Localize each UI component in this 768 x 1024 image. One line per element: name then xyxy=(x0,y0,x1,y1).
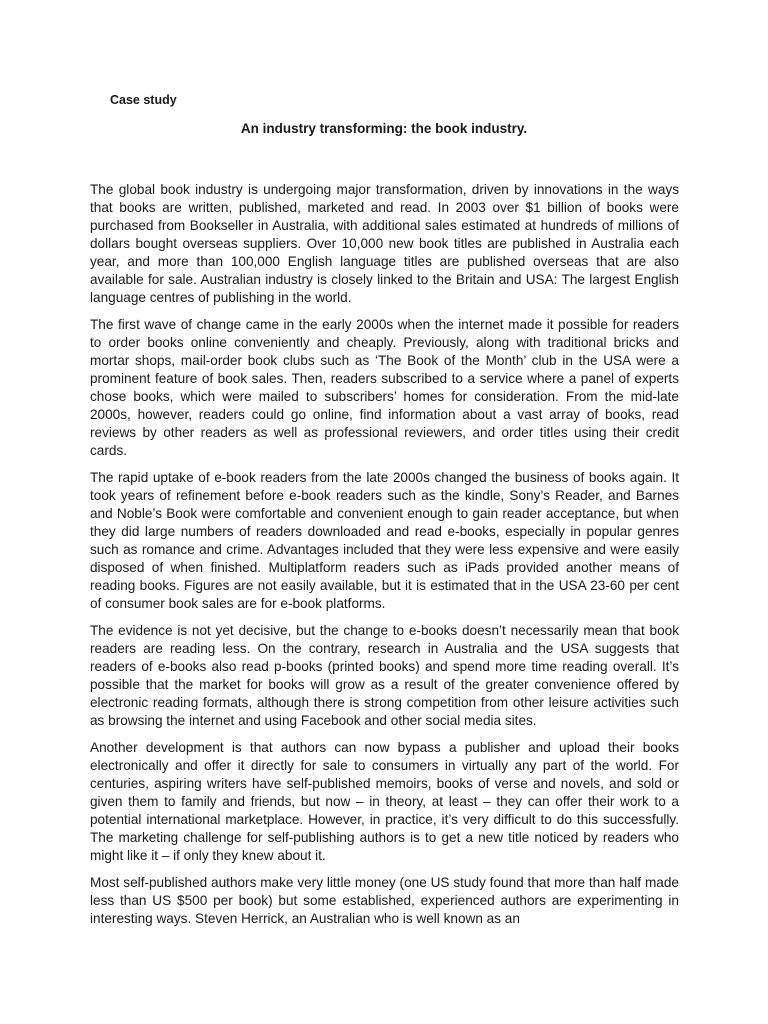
paragraph: The first wave of change came in the early 2000s when the internet made it possible for readers to order books online conveniently and cheaply. Previously, along with traditional bricks and mortar shops, mail-order book clubs such as ‘The Book of the Month’ club in the USA were a prominent feature of book sales. Then, readers subscribed to a service where a panel of experts chose books, which were mailed to subscribers’ homes for consideration. From the mid-late 2000s, however, readers could go online, find information about a vast array of books, read reviews by other readers as well as professional reviewers, and order titles using their credit cards. xyxy=(90,317,679,458)
paragraph: The evidence is not yet decisive, but the change to e-books doesn’t necessarily mean that book readers are reading less. On the contrary, research in Australia and the USA suggests that readers of e-books also read p-books (printed books) and spend more time reading overall. It’s possible that the market for books will grow as a result of the greater convenience offered by electronic reading formats, although there is strong competition from other leisure activities such as browsing the internet and using Facebook and other social media sites. xyxy=(90,623,679,728)
paragraph: The rapid uptake of e-book readers from the late 2000s changed the business of books again. It took years of refinement before e-book readers such as the kindle, Sony’s Reader, and Barnes and Noble’s Book were comfortable and convenient enough to gain reader acceptance, but when they did large numbers of readers downloaded and read e-books, especially in popular genres such as romance and crime. Advantages included that they were less expensive and were easily disposed of when finished. Multiplatform readers such as iPads provided another means of reading books. Figures are not easily available, but it is estimated that in the USA 23-60 per cent of consumer book sales are for e-book platforms. xyxy=(90,470,679,611)
document-body xyxy=(90,181,679,937)
paragraph: Another development is that authors can now bypass a publisher and upload their books electronically and offer it directly for sale to consumers in virtually any part of the world. For centuries, aspiring writers have self-published memoirs, books of verse and novels, and sold or given them to family and friends, but now – in theory, at least – they can offer their work to a potential international marketplace. However, in practice, it’s very difficult to do this successfully. The marketing challenge for self-publishing authors is to get a new title noticed by readers who might like it – if only they knew about it. xyxy=(90,740,679,863)
paragraph: The global book industry is undergoing major transformation, driven by innovations in the ways that books are written, published, marketed and read. In 2003 over $1 billion of books were purchased from Bookseller in Australia, with additional sales estimated at hundreds of millions of dollars bought overseas suppliers. Over 10,000 new book titles are published in Australia each year, and more than 100,000 English language titles are published overseas that are also available for sale. Australian industry is closely linked to the Britain and USA: The largest English language centres of publishing in the world. xyxy=(90,182,679,305)
paragraph: Most self-published authors make very little money (one US study found that more than half made less than US $500 per book) but some established, experienced authors are experimenting in interesting ways. Steven Herrick, an Australian who is well known as an xyxy=(90,875,679,926)
document-title: An industry transforming: the book industry. xyxy=(240,121,528,136)
case-study-label: Case study xyxy=(110,93,177,107)
